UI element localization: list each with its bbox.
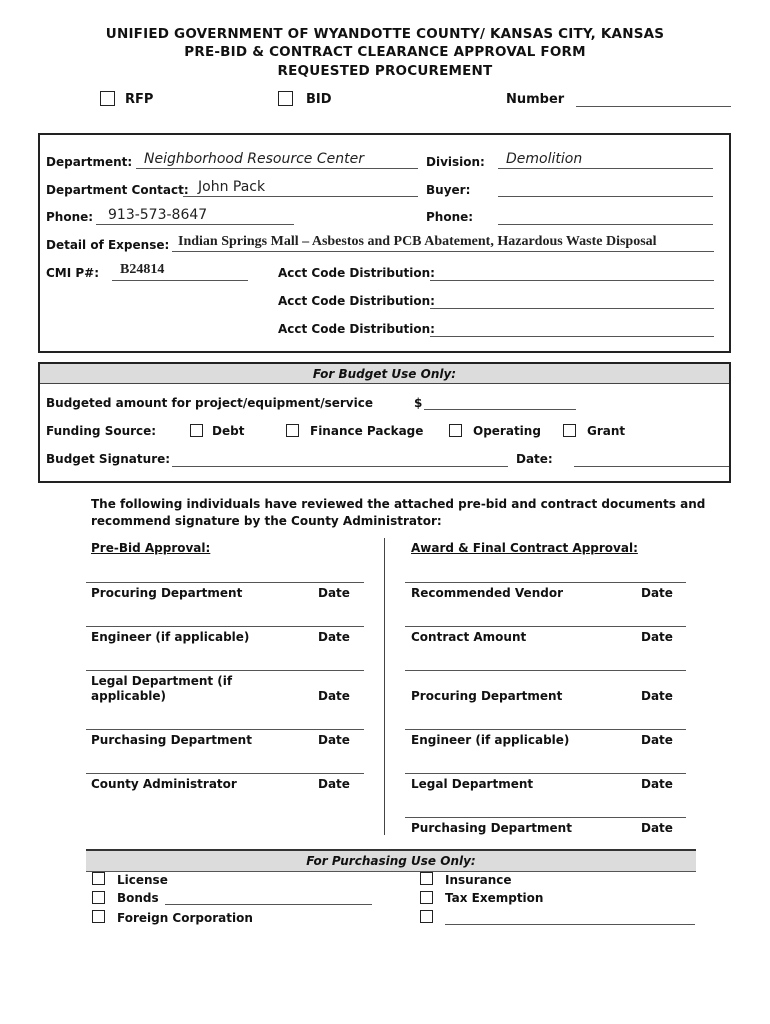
number-label: Number <box>506 92 565 107</box>
cmi-field[interactable] <box>112 280 248 281</box>
bid-label: BID <box>306 92 332 107</box>
vendor-date: Date <box>641 586 673 600</box>
budget-header: For Budget Use Only: <box>312 367 457 381</box>
phone2-label: Phone: <box>426 210 474 224</box>
detail-value: Indian Springs Mall – Asbestos and PCB Abatement, Hazardous Waste Disposal <box>178 234 657 249</box>
contract-amount-sig-line[interactable] <box>405 626 686 627</box>
award-procuring-date: Date <box>641 689 673 703</box>
rfp-label: RFP <box>125 92 154 107</box>
prebid-approval-title: Pre-Bid Approval: <box>91 541 211 555</box>
number-field[interactable] <box>576 106 731 107</box>
license-checkbox[interactable] <box>92 872 105 885</box>
award-purchasing-date: Date <box>641 821 673 835</box>
contract-amount-label: Contract Amount <box>411 630 527 644</box>
county-admin-label: County Administrator <box>91 777 237 791</box>
vendor-sig-line[interactable] <box>405 582 686 583</box>
budget-date-label: Date: <box>516 452 553 466</box>
tax-exemption-checkbox[interactable] <box>420 891 433 904</box>
procuring-dept-label: Procuring Department <box>91 586 243 600</box>
acct-code-field-1[interactable] <box>430 280 714 281</box>
operating-checkbox[interactable] <box>449 424 462 437</box>
legal-dept-sig-line[interactable] <box>86 670 364 671</box>
award-procuring-sig-line[interactable] <box>405 670 686 671</box>
foreign-corp-label: Foreign Corporation <box>117 911 253 925</box>
dollar-sign: $ <box>414 396 423 410</box>
tax-exemption-label: Tax Exemption <box>445 891 544 905</box>
contact-value: John Pack <box>198 179 266 195</box>
award-approval-title: Award & Final Contract Approval: <box>411 541 638 555</box>
budget-signature-field[interactable] <box>172 466 508 467</box>
award-procuring-label: Procuring Department <box>411 689 563 703</box>
grant-checkbox[interactable] <box>563 424 576 437</box>
insurance-label: Insurance <box>445 873 512 887</box>
finance-package-checkbox[interactable] <box>286 424 299 437</box>
contact-field[interactable] <box>183 196 418 197</box>
contract-amount-date: Date <box>641 630 673 644</box>
grant-label: Grant <box>587 424 626 438</box>
engineer-date: Date <box>318 630 350 644</box>
award-engineer-label: Engineer (if applicable) <box>411 733 570 747</box>
legal-dept-label-line2: applicable) <box>91 689 167 703</box>
debt-checkbox[interactable] <box>190 424 203 437</box>
buyer-label: Buyer: <box>426 183 471 197</box>
acct-code-label-3: Acct Code Distribution: <box>278 322 435 336</box>
acct-code-label-2: Acct Code Distribution: <box>278 294 435 308</box>
purchasing-dept-date: Date <box>318 733 350 747</box>
purchasing-dept-sig-line[interactable] <box>86 729 364 730</box>
cmi-label: CMI P#: <box>46 266 100 280</box>
legal-dept-label-line1: Legal Department (if <box>91 674 233 688</box>
division-value: Demolition <box>506 151 583 167</box>
phone2-field[interactable] <box>498 224 713 225</box>
buyer-field[interactable] <box>498 196 713 197</box>
vendor-label: Recommended Vendor <box>411 586 563 600</box>
operating-label: Operating <box>473 424 541 438</box>
acct-code-field-2[interactable] <box>430 308 714 309</box>
county-admin-sig-line[interactable] <box>86 773 364 774</box>
award-legal-label: Legal Department <box>411 777 534 791</box>
phone-field[interactable] <box>96 224 294 225</box>
finance-package-label: Finance Package <box>310 424 424 438</box>
insurance-checkbox[interactable] <box>420 872 433 885</box>
budgeted-amount-field[interactable] <box>424 409 576 410</box>
bid-checkbox[interactable] <box>278 91 293 106</box>
award-purchasing-sig-line[interactable] <box>405 817 686 818</box>
award-engineer-sig-line[interactable] <box>405 729 686 730</box>
other-checkbox[interactable] <box>420 910 433 923</box>
detail-field[interactable] <box>172 251 714 252</box>
bonds-label: Bonds <box>117 891 159 905</box>
review-intro-line1: The following individuals have reviewed the attached pre-bid and contract documents and <box>91 497 706 511</box>
department-label: Department: <box>46 155 133 169</box>
county-admin-date: Date <box>318 777 350 791</box>
award-engineer-date: Date <box>641 733 673 747</box>
division-field[interactable] <box>498 168 713 169</box>
form-title-line3: REQUESTED PROCUREMENT <box>277 63 493 79</box>
contact-label: Department Contact: <box>46 183 189 197</box>
award-legal-date: Date <box>641 777 673 791</box>
procuring-dept-sig-line[interactable] <box>86 582 364 583</box>
phone-label: Phone: <box>46 210 94 224</box>
phone-value: 913-573-8647 <box>108 207 208 223</box>
column-divider <box>384 538 385 835</box>
department-field[interactable] <box>136 168 418 169</box>
acct-code-label-1: Acct Code Distribution: <box>278 266 435 280</box>
budget-date-field[interactable] <box>574 466 729 467</box>
department-value: Neighborhood Resource Center <box>144 151 364 167</box>
foreign-corp-checkbox[interactable] <box>92 910 105 923</box>
purchasing-dept-label: Purchasing Department <box>91 733 252 747</box>
form-title-line2: PRE-BID & CONTRACT CLEARANCE APPROVAL FORM <box>184 44 586 60</box>
form-title-line1: UNIFIED GOVERNMENT OF WYANDOTTE COUNTY/ KANSAS CITY, KANSAS <box>105 26 665 42</box>
budget-signature-label: Budget Signature: <box>46 452 171 466</box>
procuring-dept-date: Date <box>318 586 350 600</box>
funding-source-label: Funding Source: <box>46 424 157 438</box>
division-label: Division: <box>426 155 485 169</box>
rfp-checkbox[interactable] <box>100 91 115 106</box>
review-intro-line2: recommend signature by the County Administrator: <box>91 514 442 528</box>
engineer-label: Engineer (if applicable) <box>91 630 250 644</box>
debt-label: Debt <box>212 424 245 438</box>
bonds-checkbox[interactable] <box>92 891 105 904</box>
detail-label: Detail of Expense: <box>46 238 170 252</box>
award-purchasing-label: Purchasing Department <box>411 821 572 835</box>
bonds-field[interactable] <box>165 904 372 905</box>
award-legal-sig-line[interactable] <box>405 773 686 774</box>
acct-code-field-3[interactable] <box>430 336 714 337</box>
legal-dept-date: Date <box>318 689 350 703</box>
budgeted-amount-label: Budgeted amount for project/equipment/service <box>46 396 373 410</box>
engineer-sig-line[interactable] <box>86 626 364 627</box>
cmi-value: B24814 <box>120 262 165 277</box>
other-field[interactable] <box>445 924 695 925</box>
purchasing-header: For Purchasing Use Only: <box>306 854 476 868</box>
license-label: License <box>117 873 168 887</box>
